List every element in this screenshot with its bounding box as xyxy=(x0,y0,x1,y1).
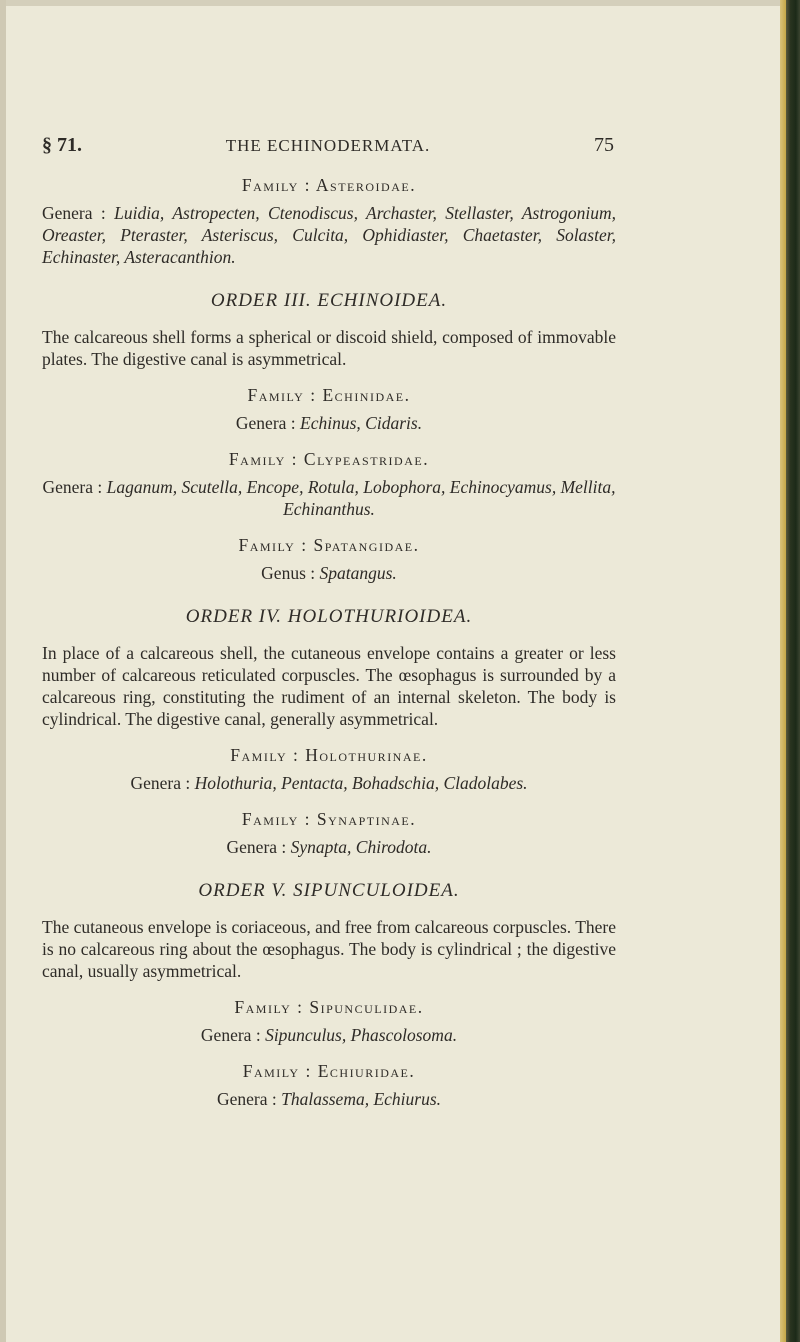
genera-label: Genera : xyxy=(226,837,287,857)
running-title: THE ECHINODERMATA. xyxy=(225,136,431,155)
order-heading: ORDER IV. HOLOTHURIOIDEA. xyxy=(185,606,473,627)
genus-label: Genus : xyxy=(261,563,316,583)
family-heading: Family : Echiuridae. xyxy=(242,1061,416,1081)
page-number: 75 xyxy=(594,134,614,156)
family-heading: Family : Spatangidae. xyxy=(238,535,420,555)
page-top-edge xyxy=(6,0,786,6)
family-heading: Family : Asteroidae. xyxy=(241,175,417,195)
genera-label: Genera : xyxy=(42,203,106,223)
genera-names: Thalassema, Echiurus. xyxy=(281,1089,442,1109)
genera-label: Genera : xyxy=(216,1089,277,1109)
genera-label: Genera : xyxy=(130,773,191,793)
genera-list xyxy=(42,476,616,520)
family-heading: Family : Holothurinae. xyxy=(230,745,428,765)
genera-label: Genera : xyxy=(42,477,103,497)
genera-label: Genera : xyxy=(235,413,296,433)
genera-list xyxy=(42,1024,616,1046)
book-page xyxy=(6,0,786,1342)
order-description: In place of a calcareous shell, the cutaneous envelope contains a greater or less number of calcareous reticulated corpuscles. The œsophagus is surrounded by a calcareous ring, constituting the rudiment of an internal skeleton. The body is cylindrical. The digestive canal, generally asymmetrical. xyxy=(42,643,616,729)
genera-list xyxy=(42,836,616,858)
genera-list xyxy=(42,202,616,268)
book-cover-edge xyxy=(786,0,800,1342)
order-description: The calcareous shell forms a spherical or discoid shield, composed of immovable plates. The digestive canal is asymmetrical. xyxy=(42,327,616,369)
genus-names: Spatangus. xyxy=(319,563,397,583)
order-heading: ORDER V. SIPUNCULOIDEA. xyxy=(198,880,460,901)
order-heading: ORDER III. ECHINOIDEA. xyxy=(210,290,448,311)
family-heading: Family : Synaptinae. xyxy=(241,809,417,829)
genera-list xyxy=(42,1088,616,1110)
genera-names: Laganum, Scutella, Encope, Rotula, Lobophora, Echinocyamus, Mellita, Echinanthus. xyxy=(106,477,616,519)
genera-names: Sipunculus, Phascolosoma. xyxy=(265,1025,458,1045)
page-left-edge xyxy=(0,0,6,1342)
genera-label: Genera : xyxy=(200,1025,261,1045)
genera-names: Echinus, Cidaris. xyxy=(300,413,423,433)
genera-list xyxy=(42,412,616,434)
family-heading: Family : Clypeastridae. xyxy=(228,449,430,469)
genera-list xyxy=(42,772,616,794)
genera-list xyxy=(42,562,616,584)
genera-names: Synapta, Chirodota. xyxy=(290,837,432,857)
genera-names: Luidia, Astropecten, Ctenodiscus, Archaster, Stellaster, Astrogonium, Oreaster, Pteraster, Asteriscus, Culcita, Ophidiaster, Chaetaster, Solaster, Echinaster, Asteracanthion. xyxy=(42,203,616,267)
family-heading: Family : Sipunculidae. xyxy=(234,997,424,1017)
page-body xyxy=(42,174,616,1110)
genera-names: Holothuria, Pentacta, Bohadschia, Cladolabes. xyxy=(194,773,528,793)
order-description: The cutaneous envelope is coriaceous, and free from calcareous corpuscles. There is no calcareous ring about the œsophagus. The body is cylindrical ; the digestive canal, usually asymmetrical. xyxy=(42,917,616,981)
family-heading: Family : Echinidae. xyxy=(247,385,411,405)
running-header xyxy=(42,134,614,158)
section-number: § 71. xyxy=(42,134,82,156)
